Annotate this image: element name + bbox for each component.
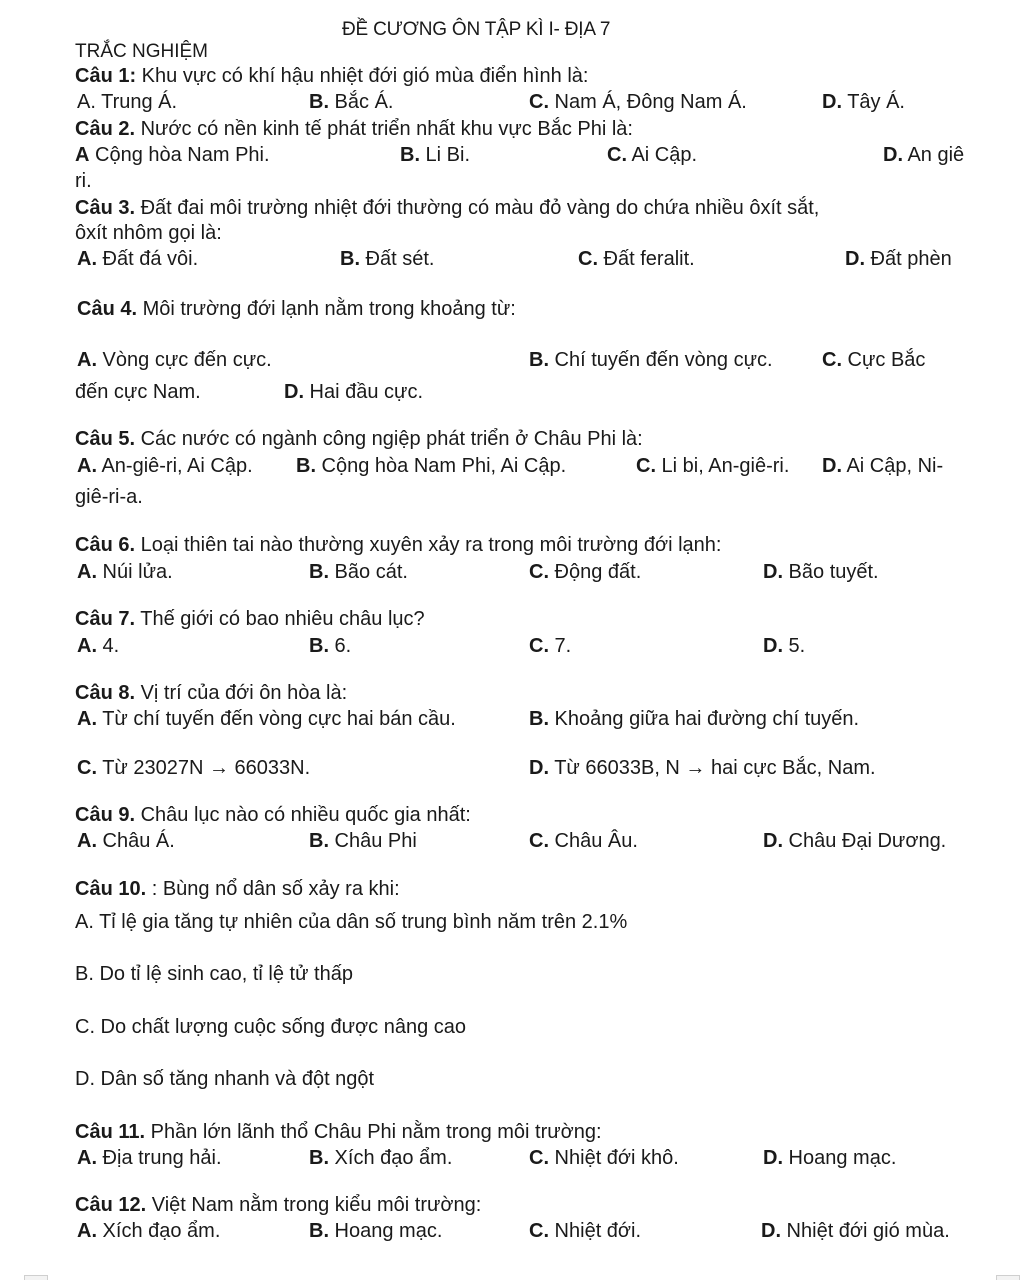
question-7-stem (75, 607, 425, 631)
question-label: Câu 1: (75, 65, 137, 87)
option-key: A. (77, 708, 97, 730)
question-10-stem (75, 877, 400, 901)
option-text: Nhiệt đới khô. (549, 1147, 679, 1169)
option-key: C. (822, 349, 842, 371)
option-key: Câu 8. (75, 682, 136, 704)
option-text: Li Bi. (420, 144, 471, 166)
question-12-option-c (529, 1219, 641, 1243)
section-heading: TRẮC NGHIỆM (75, 41, 208, 62)
option-text: Thế giới có bao nhiêu châu lục? (135, 608, 425, 630)
question-3-option-d (845, 247, 952, 271)
option-key: Câu 3. (75, 197, 136, 219)
question-4-continuation: đến cực Nam. (75, 381, 201, 403)
question-9-option-b (309, 829, 417, 853)
option-text: Việt Nam nằm trong kiểu môi trường: (146, 1194, 482, 1216)
option-key: B. (340, 248, 360, 270)
option-key: A. (77, 830, 97, 852)
option-text: Li bi, An-giê-ri. (656, 455, 790, 477)
option-key: Câu 12. (75, 1194, 147, 1216)
option-key: C. (607, 144, 627, 166)
option-key: B. (529, 708, 549, 730)
page-corner-right (996, 1275, 1020, 1280)
option-text: Bắc Á. (329, 91, 394, 113)
option-key: D. (529, 757, 549, 779)
question-8-option-d (529, 756, 876, 780)
option-key: D. (763, 830, 783, 852)
option-key: B. (309, 91, 329, 113)
option-key: B. (296, 455, 316, 477)
option-text: An giê (903, 144, 965, 166)
option-key: B. (309, 1147, 329, 1169)
question-5-option-b (296, 454, 566, 478)
question-7-option-c (529, 634, 571, 658)
option-text: 7. (549, 635, 572, 657)
question-8-option-c (77, 756, 310, 780)
option-key: C. (529, 91, 549, 113)
question-9-option-d (763, 829, 946, 853)
option-text: Nhiệt đới gió mùa. (781, 1220, 950, 1242)
question-1-stem (75, 64, 588, 88)
question-12-option-a (77, 1219, 220, 1243)
option-text: Châu Á. (97, 830, 175, 852)
option-key: B. (309, 830, 329, 852)
option-key: C. (529, 635, 549, 657)
question-5-option-a (77, 454, 253, 478)
question-7-option-b (309, 634, 351, 658)
question-8-stem (75, 681, 347, 705)
question-6-option-d (763, 560, 879, 584)
page-corner-left (24, 1275, 48, 1280)
question-2-option-d (883, 143, 964, 167)
option-text: Phần lớn lãnh thổ Châu Phi nằm trong môi trường: (145, 1121, 602, 1143)
question-10-option-d: D. Dân số tăng nhanh và đột ngột (75, 1068, 375, 1090)
option-key: C. (529, 561, 549, 583)
question-7-option-a (77, 634, 119, 658)
option-key: Câu 7. (75, 608, 136, 630)
option-key: A. (77, 1220, 97, 1242)
option-key: Câu 5. (75, 428, 136, 450)
option-key: C. (529, 830, 549, 852)
option-key: A (75, 144, 90, 166)
option-text: Đất sét. (360, 248, 435, 270)
option-key: A. (77, 248, 97, 270)
option-text: 5. (783, 635, 806, 657)
question-6-option-a (77, 560, 173, 584)
question-4-option-a (77, 348, 272, 372)
option-key: D. (763, 1147, 783, 1169)
question-3-option-a (77, 247, 198, 271)
question-9-option-a (77, 829, 175, 853)
option-text: 6. (329, 635, 352, 657)
option-text: Ai Cập. (627, 144, 698, 166)
option-key: B. (309, 561, 329, 583)
option-key: D. (822, 455, 842, 477)
question-4-option-c (822, 348, 925, 372)
option-text: Khoảng giữa hai đường chí tuyến. (549, 708, 860, 730)
option-text: Bão tuyết. (783, 561, 879, 583)
option-text: Chí tuyến đến vòng cực. (549, 349, 773, 371)
question-9-stem (75, 803, 471, 827)
question-2-stem (75, 117, 633, 141)
question-5-continuation: giê-ri-a. (75, 486, 143, 508)
option-text: Ai Cập, Ni- (842, 455, 944, 477)
question-2-option-a (75, 143, 270, 167)
question-11-option-d (763, 1146, 896, 1170)
option-key: B. (400, 144, 420, 166)
question-4-stem (77, 297, 516, 321)
question-11-stem (75, 1120, 602, 1144)
question-1-option-a (77, 90, 177, 114)
option-key: A. (77, 455, 97, 477)
question-3-stem-line2: ôxít nhôm gọi là: (75, 222, 222, 244)
question-text: Khu vực có khí hậu nhiệt đới gió mùa điển hình là: (136, 65, 589, 87)
option-key: B. (309, 1220, 329, 1242)
option-text: Địa trung hải. (97, 1147, 222, 1169)
question-4-option-b (529, 348, 773, 372)
option-text: Từ 66033B, N → hai cực Bắc, Nam. (549, 757, 876, 779)
option-key: A. (77, 1147, 97, 1169)
option-key: D. (284, 381, 304, 403)
option-text: Đất phèn (865, 248, 952, 270)
question-1-option-d (822, 90, 905, 114)
option-key: Câu 2. (75, 118, 136, 140)
question-10-option-c: C. Do chất lượng cuộc sống được nâng cao (75, 1016, 466, 1038)
question-7-option-d (763, 634, 805, 658)
option-text: Châu Âu. (549, 830, 638, 852)
option-key: C. (529, 1147, 549, 1169)
option-text: Cộng hòa Nam Phi, Ai Cập. (316, 455, 567, 477)
option-text: Đất đá vôi. (97, 248, 199, 270)
option-text: Trung Á. (95, 91, 178, 113)
option-text: Nước có nền kinh tế phát triển nhất khu vực Bắc Phi là: (135, 118, 633, 140)
question-3-stem (75, 196, 819, 220)
question-5-option-c (636, 454, 789, 478)
option-text: Vị trí của đới ôn hòa là: (135, 682, 348, 704)
question-1-option-b (309, 90, 393, 114)
question-2-continuation: ri. (75, 170, 92, 192)
option-text: Loại thiên tai nào thường xuyên xảy ra trong môi trường đới lạnh: (135, 534, 722, 556)
option-key: Câu 4. (77, 298, 138, 320)
question-6-stem (75, 533, 721, 557)
option-text: Núi lửa. (97, 561, 173, 583)
option-text: : Bùng nổ dân số xảy ra khi: (146, 878, 400, 900)
option-text: Bão cát. (329, 561, 408, 583)
option-text: Hoang mạc. (329, 1220, 443, 1242)
question-3-option-c (578, 247, 695, 271)
option-text: Đất đai môi trường nhiệt đới thường có màu đỏ vàng do chứa nhiều ôxít sắt, (135, 197, 820, 219)
question-6-option-b (309, 560, 408, 584)
question-1-option-c (529, 90, 747, 114)
option-key: Câu 10. (75, 878, 147, 900)
option-text: Châu lục nào có nhiều quốc gia nhất: (135, 804, 471, 826)
question-9-option-c (529, 829, 638, 853)
option-key: D. (845, 248, 865, 270)
option-text: Châu Phi (329, 830, 417, 852)
question-10-option-b: B. Do tỉ lệ sinh cao, tỉ lệ tử thấp (75, 963, 353, 985)
question-11-option-b (309, 1146, 452, 1170)
option-text: Cực Bắc (842, 349, 926, 371)
option-key: D. (763, 635, 783, 657)
option-key: C. (529, 1220, 549, 1242)
option-text: Hai đầu cực. (304, 381, 423, 403)
option-text: Châu Đại Dương. (783, 830, 947, 852)
question-6-option-c (529, 560, 641, 584)
question-5-stem (75, 427, 643, 451)
question-10-option-a: A. Tỉ lệ gia tăng tự nhiên của dân số trung bình năm trên 2.1% (75, 911, 628, 933)
question-5-option-d (822, 454, 943, 478)
question-4-option-d (284, 380, 423, 404)
question-2-option-b (400, 143, 470, 167)
option-text: Từ chí tuyến đến vòng cực hai bán cầu. (97, 708, 456, 730)
question-2-option-c (607, 143, 697, 167)
option-text: Động đất. (549, 561, 642, 583)
question-12-option-b (309, 1219, 442, 1243)
option-key: D. (883, 144, 903, 166)
question-8-option-b (529, 707, 859, 731)
option-key: C. (636, 455, 656, 477)
option-text: A. (77, 91, 96, 113)
option-key: Câu 11. (75, 1121, 146, 1143)
option-key: C. (578, 248, 598, 270)
option-text: Đất feralit. (598, 248, 695, 270)
question-11-option-a (77, 1146, 222, 1170)
option-key: A. (77, 561, 97, 583)
question-12-option-d (761, 1219, 950, 1243)
option-text: 4. (97, 635, 120, 657)
option-key: Câu 6. (75, 534, 136, 556)
question-8-option-a (77, 707, 456, 731)
option-key: D. (763, 561, 783, 583)
question-3-option-b (340, 247, 434, 271)
option-key: Câu 9. (75, 804, 136, 826)
option-text: Xích đạo ẩm. (329, 1147, 453, 1169)
option-key: B. (529, 349, 549, 371)
option-key: A. (77, 349, 97, 371)
option-text: Các nước có ngành công ngiệp phát triển ở Châu Phi là: (135, 428, 643, 450)
option-text: Nam Á, Đông Nam Á. (549, 91, 747, 113)
option-text: Môi trường đới lạnh nằm trong khoảng từ: (137, 298, 516, 320)
option-text: Vòng cực đến cực. (97, 349, 272, 371)
option-text: An-giê-ri, Ai Cập. (97, 455, 253, 477)
option-text: Hoang mạc. (783, 1147, 897, 1169)
question-12-stem (75, 1193, 481, 1217)
option-text: Tây Á. (842, 91, 905, 113)
option-text: Nhiệt đới. (549, 1220, 642, 1242)
option-key: A. (77, 635, 97, 657)
question-11-option-c (529, 1146, 679, 1170)
option-text: Từ 23027N → 66033N. (97, 757, 311, 779)
option-key: C. (77, 757, 97, 779)
option-key: B. (309, 635, 329, 657)
document-title: ĐỀ CƯƠNG ÔN TẬP KÌ I- ĐỊA 7 (342, 19, 611, 40)
option-text: Cộng hòa Nam Phi. (89, 144, 270, 166)
option-key: D. (761, 1220, 781, 1242)
option-text: Xích đạo ẩm. (97, 1220, 221, 1242)
option-key: D. (822, 91, 842, 113)
